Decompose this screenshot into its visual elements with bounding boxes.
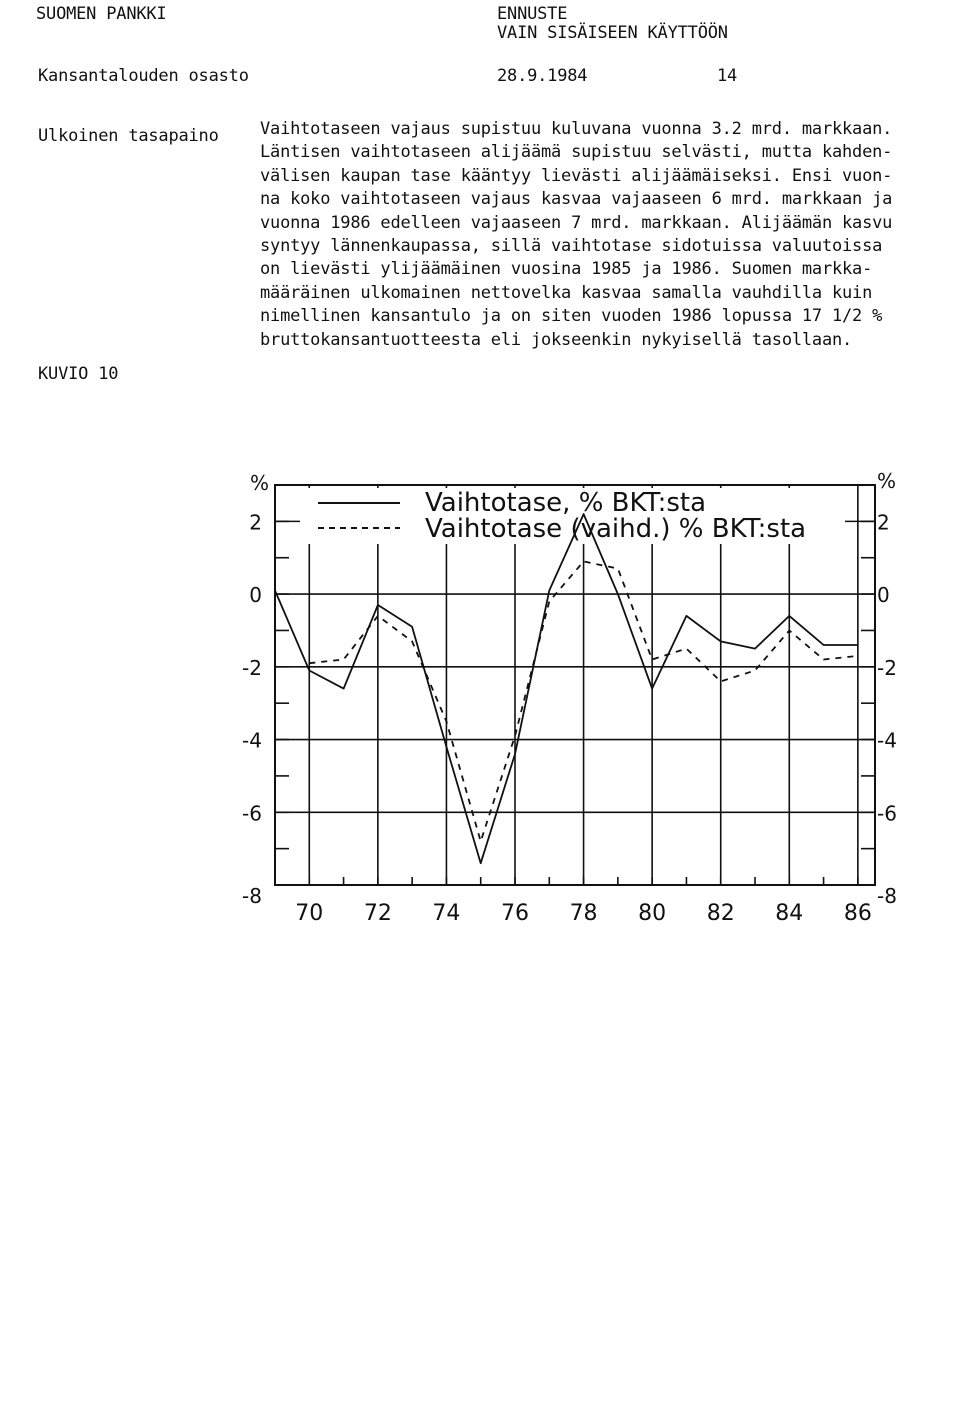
x-tick-label: 72 xyxy=(363,901,392,926)
body-line: bruttokansantuotteesta eli jokseenkin nykyisellä tasollaan. xyxy=(260,329,853,350)
classification-line-2: VAIN SISÄISEEN KÄYTTÖÖN xyxy=(497,23,728,43)
classification-line-1: ENNUSTE xyxy=(497,4,568,24)
y-tick-label-left: 0 xyxy=(249,583,262,608)
y-tick-label-right: 0 xyxy=(877,583,890,608)
x-tick-label: 76 xyxy=(501,901,529,926)
chart-grid xyxy=(275,485,875,885)
x-tick-label: 70 xyxy=(295,901,324,926)
y-tick-label-right: -6 xyxy=(877,801,897,826)
y-tick-label-left: -2 xyxy=(242,655,262,680)
y-tick-label-left: 2 xyxy=(249,510,262,535)
body-paragraph xyxy=(260,118,950,352)
plot-frame xyxy=(275,485,875,885)
y-tick-label-right: -4 xyxy=(877,728,897,753)
y-axis-unit-left: % xyxy=(250,471,270,495)
figure-label: KUVIO 10 xyxy=(38,364,119,384)
org-name: SUOMEN PANKKI xyxy=(36,4,167,24)
y-tick-labels xyxy=(242,510,897,908)
body-line: välisen kaupan tase kääntyy lievästi alijäämäiseksi. Ensi vuon- xyxy=(260,165,893,186)
legend-label-solid: Vaihtotase, % BKT:sta xyxy=(425,488,706,518)
section-title: Ulkoinen tasapaino xyxy=(38,126,219,146)
x-tick-label: 78 xyxy=(569,901,598,926)
body-line: nimellinen kansantulo ja on siten vuoden 1986 lopussa 17 1/2 % xyxy=(260,306,883,327)
x-tick-label: 74 xyxy=(432,901,461,926)
y-tick-label-left: -8 xyxy=(242,884,262,908)
body-line: Läntisen vaihtotaseen alijäämä supistuu selvästi, mutta kahden- xyxy=(260,142,893,163)
axis-ticks xyxy=(275,521,875,885)
y-tick-label-right: 2 xyxy=(877,510,890,535)
body-line: vuonna 1986 edelleen vajaaseen 7 mrd. markkaan. Alijäämän kasvu xyxy=(260,212,893,233)
body-line: Vaihtotaseen vajaus supistuu kuluvana vuonna 3.2 mrd. markkaan. xyxy=(260,119,893,139)
current-account-chart xyxy=(0,440,960,940)
department-name: Kansantalouden osasto xyxy=(38,66,249,86)
series-line-current-account xyxy=(275,514,858,863)
legend xyxy=(300,488,845,544)
body-line: na koko vaihtotaseen vajaus kasvaa vajaaseen 6 mrd. markkaan ja xyxy=(260,189,893,210)
chart-series xyxy=(275,514,858,863)
x-tick-label: 82 xyxy=(706,901,735,926)
y-tick-label-left: -6 xyxy=(242,801,262,826)
legend-label-dashed: Vaihtotase (vaihd.) % BKT:sta xyxy=(425,514,807,544)
x-tick-label: 86 xyxy=(843,901,872,926)
body-line: syntyy lännenkaupassa, sillä vaihtotase sidotuissa valuutoissa xyxy=(260,236,883,257)
y-axis-unit-right: % xyxy=(877,469,897,493)
y-tick-label-right: -8 xyxy=(877,884,897,908)
x-tick-label: 84 xyxy=(775,901,804,926)
y-tick-label-right: -2 xyxy=(877,655,897,680)
document-date: 28.9.1984 xyxy=(497,66,588,86)
body-line: on lievästi ylijäämäinen vuosina 1985 ja 1986. Suomen markka- xyxy=(260,259,873,280)
y-tick-label-left: -4 xyxy=(242,728,262,753)
x-tick-labels xyxy=(295,901,872,926)
page-number: 14 xyxy=(717,66,738,86)
x-tick-label: 80 xyxy=(638,901,667,926)
body-line: määräinen ulkomainen nettovelka kasvaa samalla vauhdilla kuin xyxy=(260,282,873,303)
